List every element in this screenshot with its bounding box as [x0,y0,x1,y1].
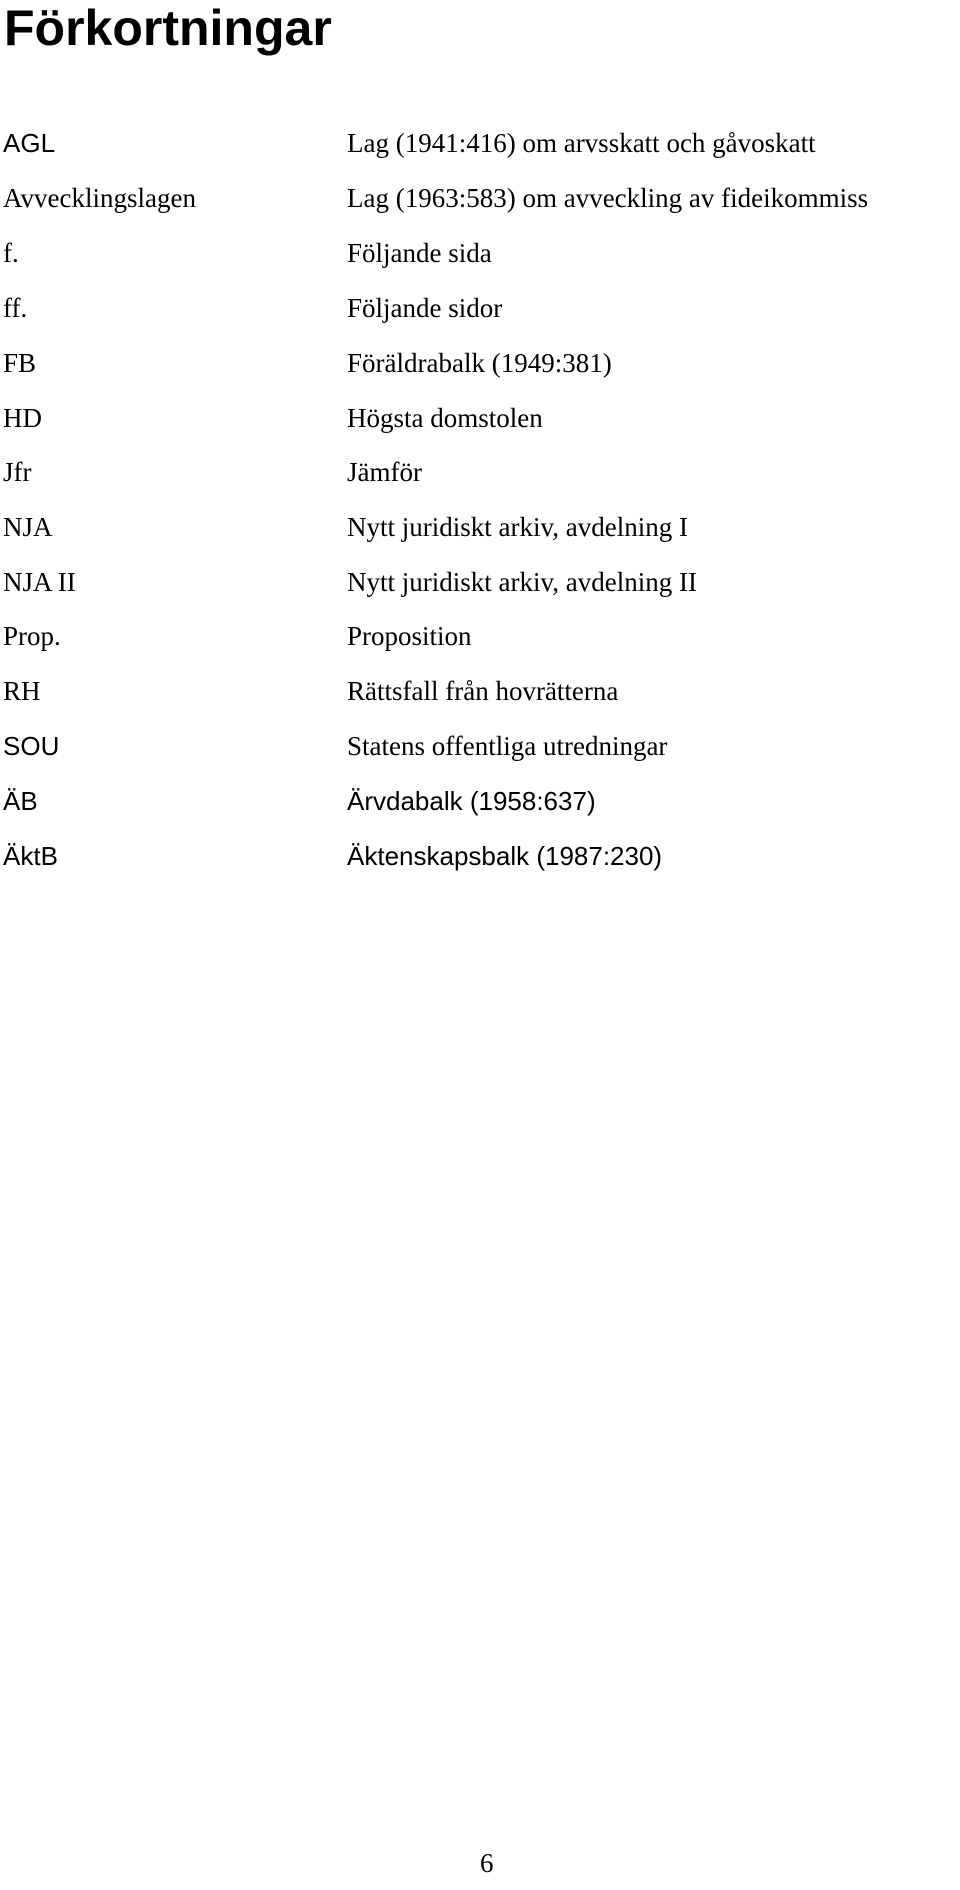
abbreviation-row-f [0,235,960,271]
abbreviation-term: FB [3,348,37,378]
abbreviation-term: RH [3,676,41,706]
abbreviation-meaning: Rättsfall från hovrätterna [347,676,619,706]
abbreviation-row-prop [0,618,960,654]
abbreviation-row-hd [0,400,960,436]
abbreviation-term: SOU [3,731,60,761]
abbreviation-meaning: Följande sidor [347,293,503,323]
abbreviation-meaning: Lag (1963:583) om avveckling av fideikommiss [347,183,869,213]
abbreviation-meaning: Äktenskapsbalk (1987:230) [347,841,663,871]
abbreviation-row-agl [0,125,960,161]
abbreviation-meaning: Jämför [347,457,422,487]
abbreviation-row-jfr [0,454,960,490]
abbreviation-row-rh [0,673,960,709]
abbreviation-meaning: Föräldrabalk (1949:381) [347,348,612,378]
abbreviation-row-ff [0,290,960,326]
abbreviation-row-nja [0,509,960,545]
abbreviation-term: NJA II [3,567,76,597]
abbreviation-row-nja-ii [0,564,960,600]
abbreviation-term: NJA [3,512,53,542]
abbreviation-meaning: Följande sida [347,238,492,268]
abbreviation-term: ÄktB [3,841,58,871]
abbreviation-term: AGL [3,128,56,158]
abbreviation-term: ÄB [3,786,38,816]
abbreviation-term: HD [3,403,42,433]
abbreviation-meaning: Lag (1941:416) om arvsskatt och gåvoskatt [347,128,816,158]
abbreviation-term: ff. [3,293,28,323]
abbreviation-row-avvecklingslagen [0,180,960,216]
abbreviation-term: Prop. [3,621,61,651]
abbreviation-term: f. [3,238,19,268]
abbreviation-meaning: Proposition [347,621,472,651]
page-title: Förkortningar [4,0,332,56]
abbreviation-row-aktb [0,838,960,874]
abbreviation-meaning: Ärvdabalk (1958:637) [347,786,596,816]
abbreviation-row-fb [0,345,960,381]
abbreviation-meaning: Högsta domstolen [347,403,543,433]
abbreviation-row-ab [0,783,960,819]
abbreviation-meaning: Nytt juridiskt arkiv, avdelning I [347,512,688,542]
abbreviation-meaning: Statens offentliga utredningar [347,731,668,761]
abbreviation-meaning: Nytt juridiskt arkiv, avdelning II [347,567,697,597]
abbreviation-term: Avvecklingslagen [3,183,196,213]
abbreviation-term: Jfr [3,457,32,487]
page-number: 6 [480,1848,494,1878]
abbreviation-row-sou [0,728,960,764]
